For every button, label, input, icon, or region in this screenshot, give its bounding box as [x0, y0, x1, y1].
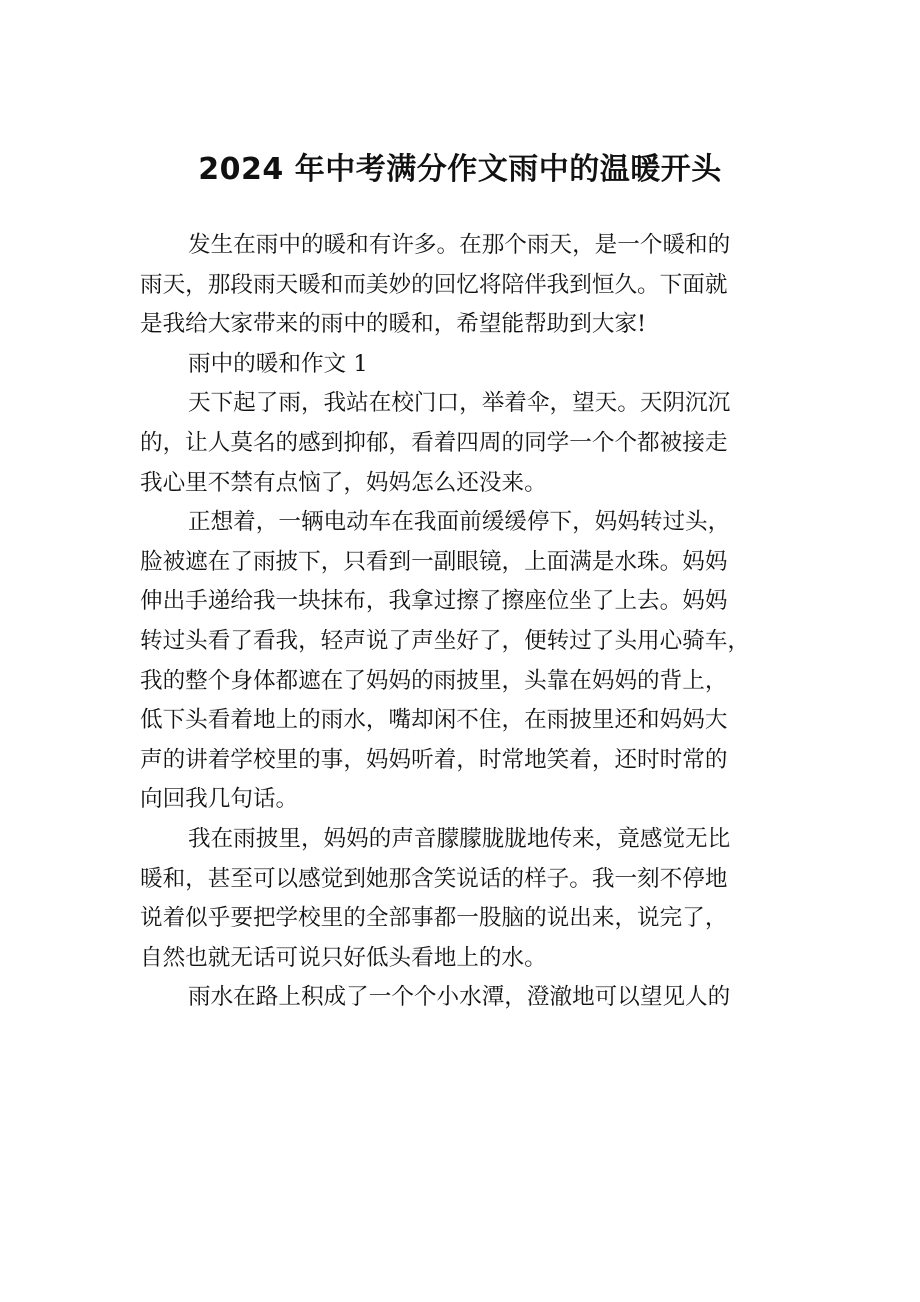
paragraph-line: 伸出手递给我一块抹布，我拿过擦了擦座位坐了上去。妈妈: [140, 588, 728, 615]
paragraph-line: 我的整个身体都遮在了妈妈的雨披里，头靠在妈妈的背上，: [140, 667, 728, 694]
paragraph-line: 是我给大家带来的雨中的暖和，希望能帮助到大家!: [140, 311, 647, 338]
paragraph-line: 自然也就无话可说只好低头看地上的水。: [140, 944, 547, 971]
paragraph-line: 暖和，甚至可以感觉到她那含笑说话的样子。我一刻不停地: [140, 865, 728, 892]
paragraph-line: 说着似乎要把学校里的全部事都一股脑的说出来，说完了，: [140, 905, 728, 932]
paragraph-line: 转过头看了看我，轻声说了声坐好了，便转过了头用心骑车，: [140, 627, 751, 654]
paragraph-line: 雨水在路上积成了一个个小水潭，澄澈地可以望见人的: [188, 984, 731, 1011]
document-title: 2024 年中考满分作文雨中的温暖开头: [198, 152, 722, 187]
document-body: [140, 226, 800, 1018]
paragraph-line: 天下起了雨，我站在校门口，举着伞，望天。天阴沉沉: [188, 390, 731, 417]
paragraph-line: 正想着，一辆电动车在我面前缓缓停下，妈妈转过头，: [188, 509, 731, 536]
paragraph-line: 发生在雨中的暖和有许多。在那个雨天，是一个暖和的: [188, 232, 731, 258]
paragraph-line: 雨天，那段雨天暖和而美妙的回忆将陪伴我到恒久。下面就: [140, 271, 728, 298]
paragraph-line: 我在雨披里，妈妈的声音朦朦胧胧地传来，竟感觉无比: [188, 825, 731, 852]
paragraph-line: 声的讲着学校里的事，妈妈听着，时常地笑着，还时时常的: [140, 746, 728, 773]
paragraph-line: 向回我几句话。: [140, 786, 299, 813]
paragraph-line: 脸被遮在了雨披下，只看到一副眼镜，上面满是水珠。妈妈: [140, 548, 728, 575]
section-heading: 雨中的暖和作文 1: [188, 350, 368, 377]
paragraph-line: 我心里不禁有点恼了，妈妈怎么还没来。: [140, 469, 547, 496]
paragraph-line: 低下头看着地上的雨水，嘴却闲不住，在雨披里还和妈妈大: [140, 707, 728, 734]
paragraph-line: 的，让人莫名的感到抑郁，看着四周的同学一个个都被接走: [140, 429, 728, 456]
